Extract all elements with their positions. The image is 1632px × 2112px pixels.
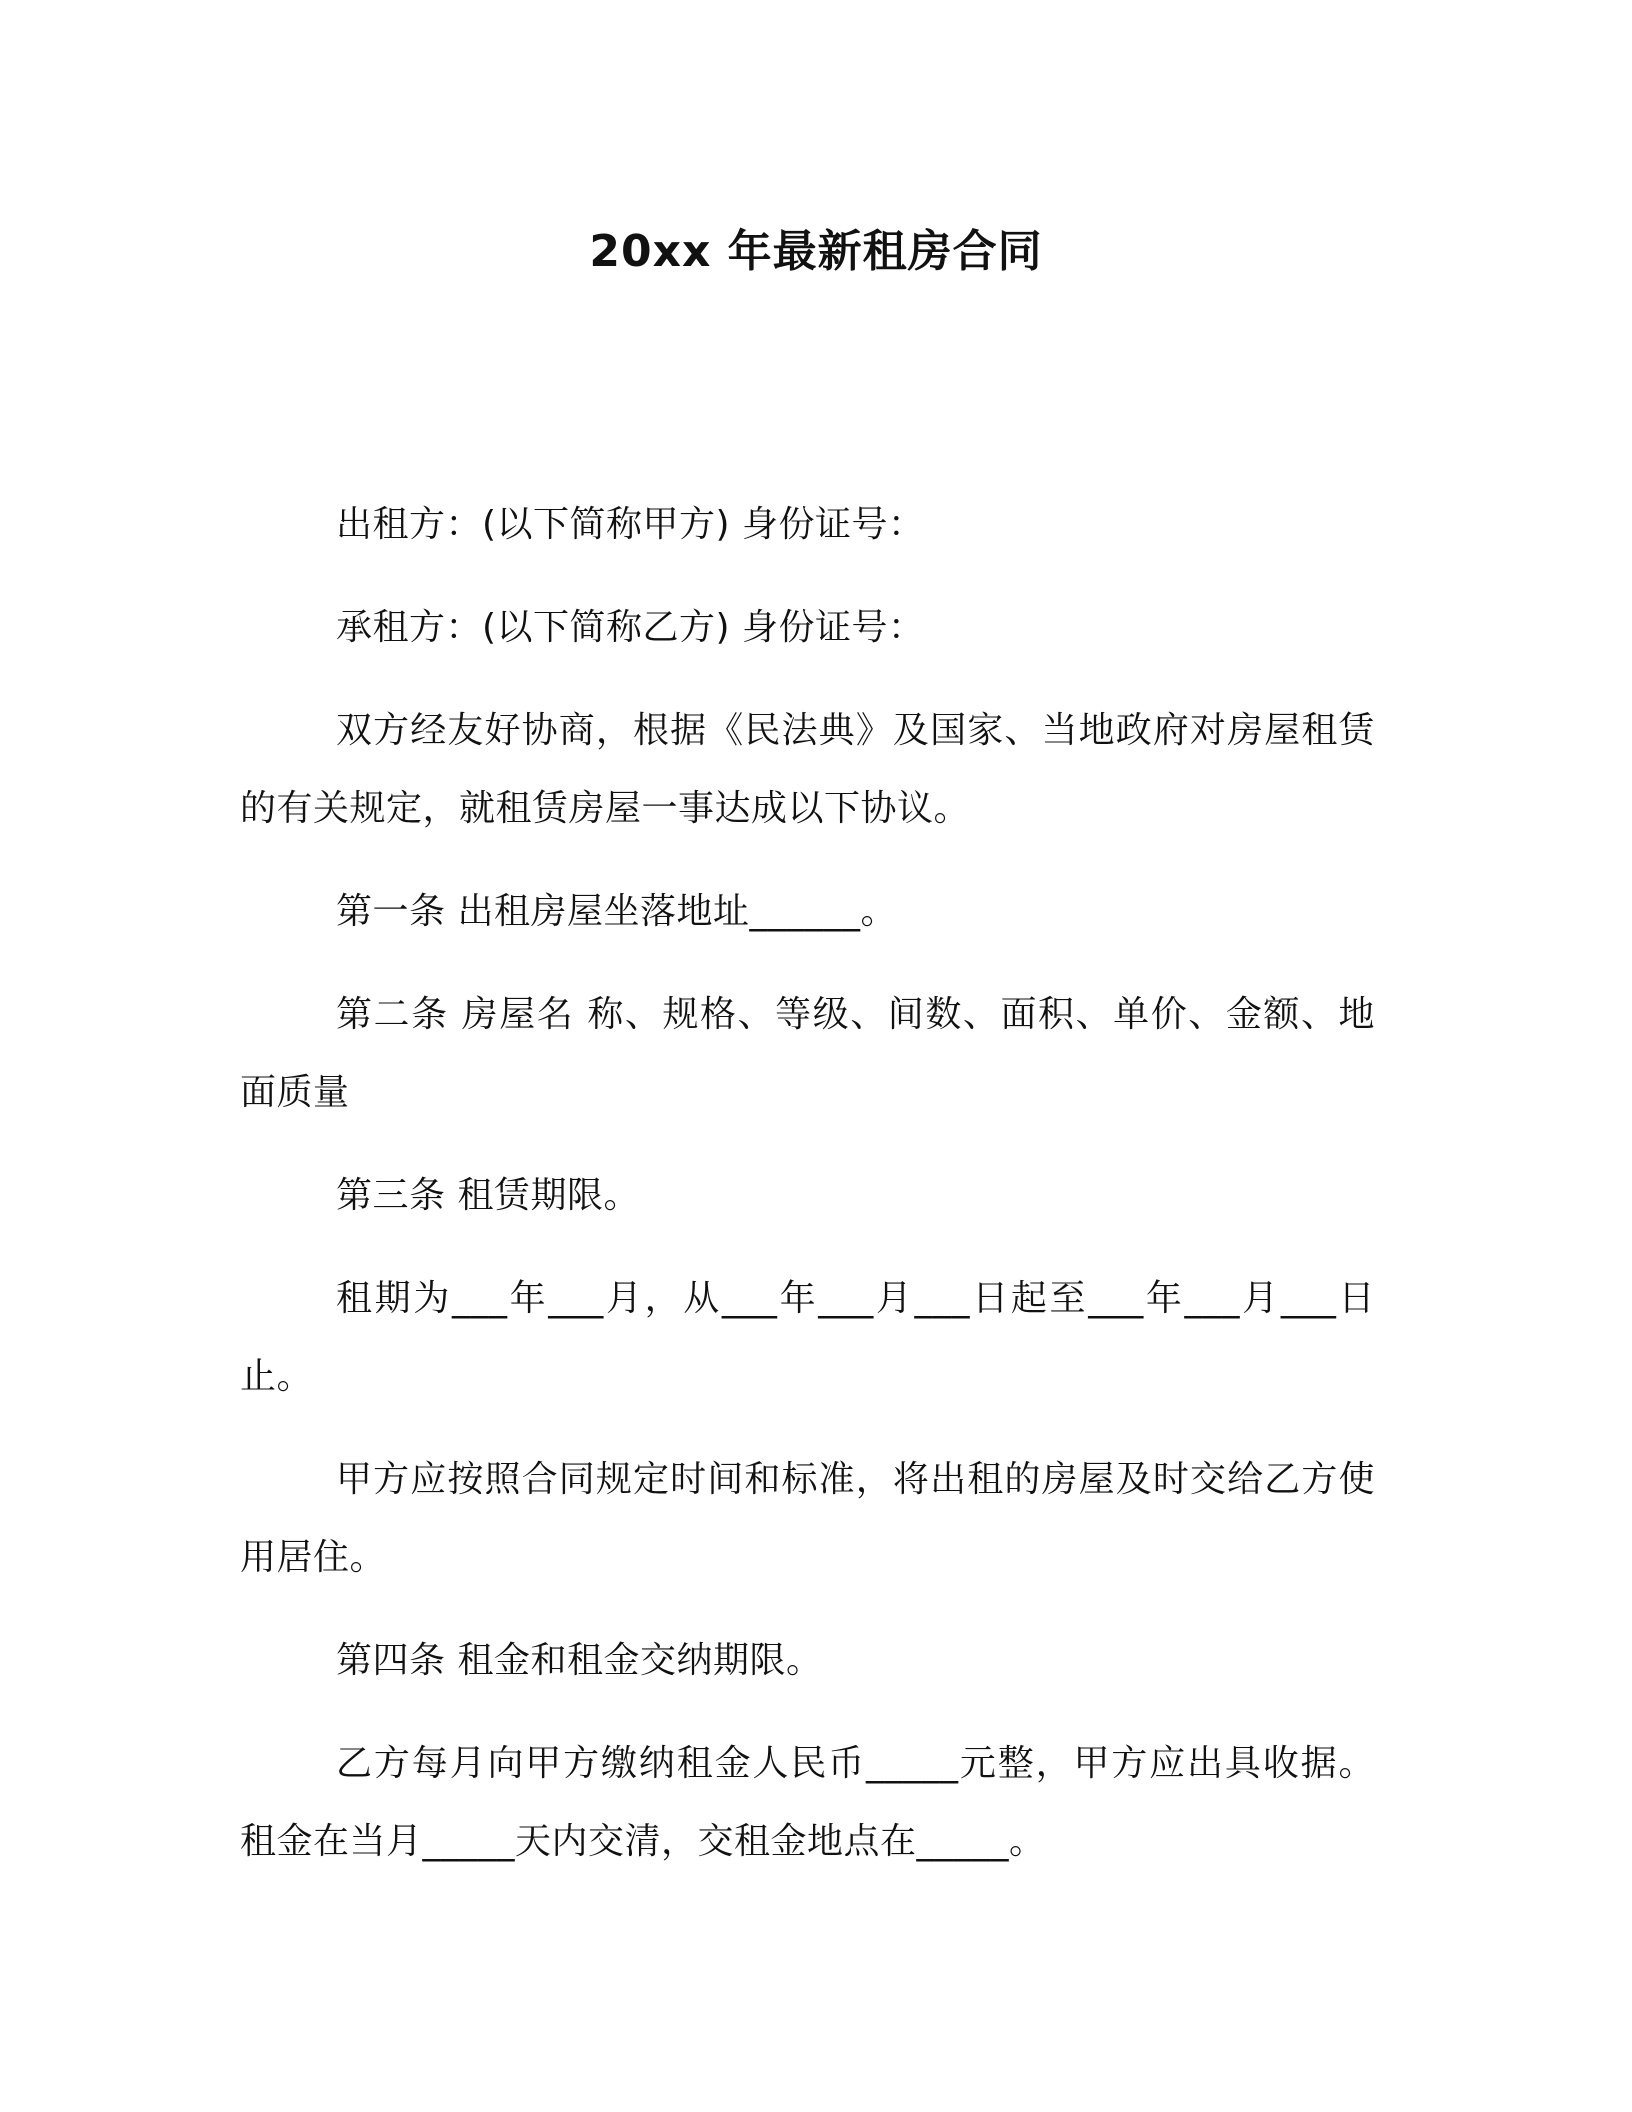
clause-lessee: 承租方：(以下简称乙方) 身份证号： — [336, 607, 925, 648]
clause-delivery: 甲方应按照合同规定时间和标准，将出租的房屋及时交给乙方使用居住。 — [240, 1459, 1375, 1578]
clause-preamble: 双方经友好协商，根据《民法典》及国家、当地政府对房屋租赁的有关规定，就租赁房屋一事达成以下协议。 — [240, 710, 1375, 829]
clause-article-3: 第三条 租赁期限。 — [336, 1175, 640, 1216]
clause-rent-payment: 乙方每月向甲方缴纳租金人民币_____元整，甲方应出具收据。租金在当月_____天内交清，交租金地点在_____。 — [240, 1743, 1375, 1862]
document-title: 20xx 年最新租房合同 — [589, 226, 1043, 277]
clause-lease-term: 租期为___年___月，从___年___月___日起至___年___月___日止。 — [240, 1278, 1375, 1397]
document-body — [240, 486, 1375, 1906]
clause-article-1: 第一条 出租房屋坐落地址______。 — [336, 891, 897, 932]
clause-article-2: 第二条 房屋名 称、规格、等级、间数、面积、单价、金额、地面质量 — [240, 994, 1375, 1113]
clause-lessor: 出租方：(以下简称甲方) 身份证号： — [336, 504, 925, 545]
clause-article-4: 第四条 租金和租金交纳期限。 — [336, 1640, 823, 1681]
